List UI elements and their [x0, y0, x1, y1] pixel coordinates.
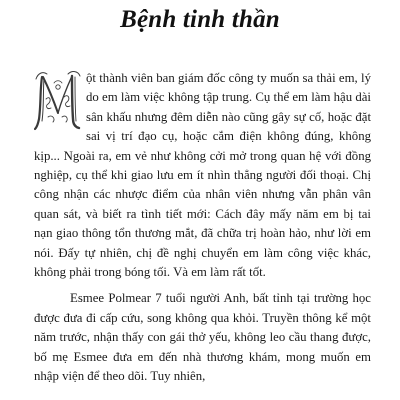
ornamental-drop-cap-m-icon — [34, 69, 82, 131]
drop-cap — [34, 69, 82, 131]
paragraph-1-text: ột thành viên ban giám đốc công ty muốn sa thải em, lý do em làm việc không tập trung. Cụ thể em làm hậu dài sân khấu nhưng đêm diễn nào cũng gây sự cố, hoặc đặt sai vị trí đạo cụ, hoặc cắm điện không đúng, không kịp... Ngoài ra, em vẻ như không cởi mở trong quan hệ với đồng nghiệp, cụ thể khi giao lưu em ít nhìn thẳng người đối thoại. Chị công nhận các nhược điểm của nhân viên nhưng vẫn phân vân quan sát, và biết ra tình tiết mới: Cách đây mấy năm em bị tai nạn giao thông tổn thương mắt, đã chữa trị hoàn hảo, như lời em nói. Đấy tự nhiên, chị đề nghị chuyển em làm công việc khác, không phải trong bóng tối. Và em làm rất tốt. — [34, 71, 371, 280]
paragraph-1 — [34, 69, 371, 282]
body-text — [34, 69, 371, 387]
chapter-title: Bệnh tinh thần — [120, 6, 280, 33]
paragraph-2: Esmee Polmear 7 tuổi người Anh, bất tỉnh tại trường học được đưa đi cấp cứu, song không qua khỏi. Truyền thông kể một năm trước, nhận thấy con gái thở yếu, không leo cầu thang được, bố mẹ Esmee đưa em đến nhà thương khám, mong muốn em nhập viện để theo dõi. Tuy nhiên, — [34, 291, 371, 384]
